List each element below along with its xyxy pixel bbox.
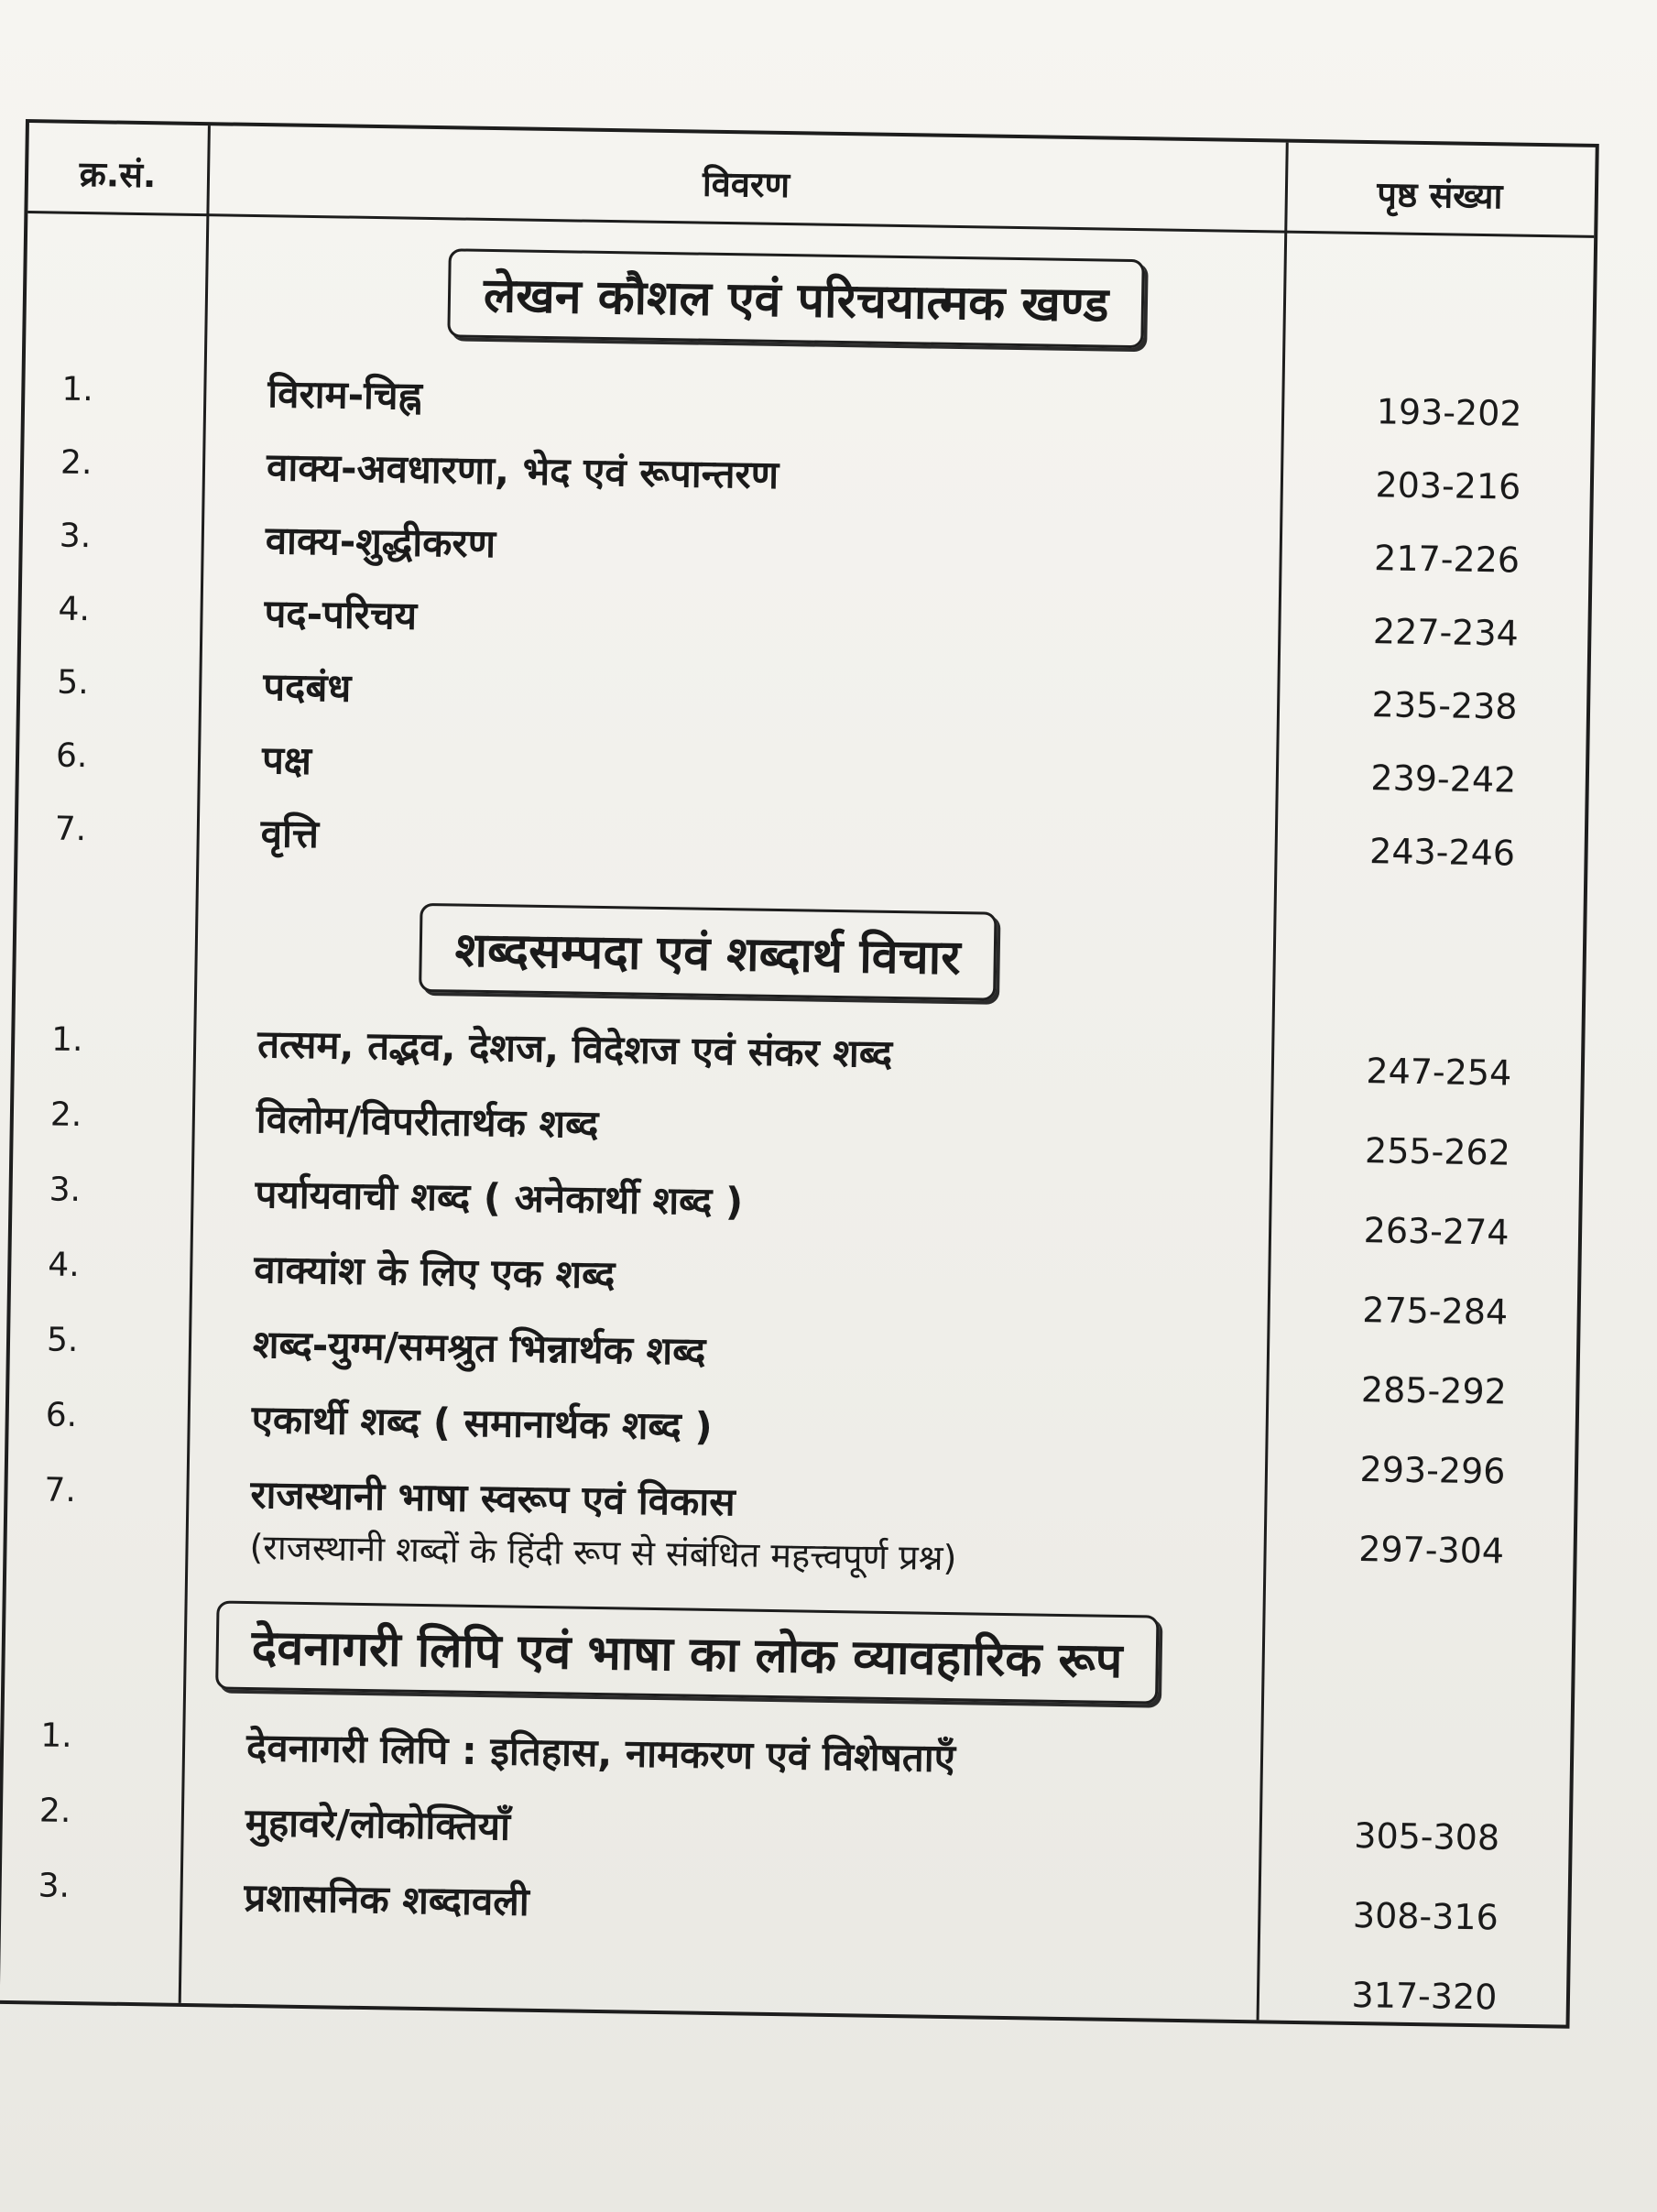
row-title: शब्द-युग्म/समश्रुत भिन्नार्थक शब्द	[252, 1322, 706, 1374]
row-number: 2.	[49, 1095, 82, 1135]
row-title: पदबंध	[262, 664, 352, 711]
row-page-range: 293-296	[1359, 1449, 1506, 1492]
row-number: 7.	[54, 810, 87, 849]
row-title: वाक्यांश के लिए एक शब्द	[253, 1247, 616, 1298]
row-number: 2.	[38, 1792, 71, 1831]
row-title: वृत्ति	[260, 811, 320, 857]
row-page-range: 285-292	[1360, 1369, 1508, 1412]
row-page-range: 235-238	[1371, 684, 1518, 727]
row-number: 1.	[50, 1020, 83, 1060]
row-page-range: 263-274	[1363, 1210, 1510, 1253]
row-title: देवनागरी लिपि : इतिहास, नामकरण एवं विशेषताएँ	[245, 1725, 956, 1782]
row-page-range: 227-234	[1372, 611, 1520, 654]
row-number: 3.	[49, 1171, 82, 1210]
section-title-writing-skills: लेखन कौशल एवं परिचयात्मक खण्ड	[447, 248, 1145, 348]
row-title: तत्सम, तद्भव, देशज, विदेशज एवं संकर शब्द	[256, 1021, 893, 1076]
row-number: 4.	[48, 1246, 81, 1285]
row-page-range: 305-308	[1354, 1815, 1500, 1858]
row-number: 3.	[59, 517, 92, 556]
row-title: पर्यायवाची शब्द ( अनेकार्थी शब्द )	[255, 1171, 744, 1225]
row-page-range: 193-202	[1376, 391, 1522, 434]
row-page-range: 217-226	[1373, 538, 1521, 581]
row-page-range: 297-304	[1357, 1529, 1505, 1572]
column-divider	[1257, 143, 1289, 2021]
row-number: 6.	[55, 736, 88, 776]
section-title-vocabulary: शब्दसम्पदा एवं शब्दार्थ विचार	[419, 903, 997, 1001]
row-number: 3.	[38, 1867, 71, 1905]
section-title-devanagari: देवनागरी लिपि एवं भाषा का लोक व्यावहारिक रूप	[215, 1600, 1159, 1704]
row-title: पक्ष	[261, 737, 312, 783]
header-serial-number: क्र.सं.	[79, 153, 157, 196]
row-title: वाक्य-अवधारणा, भेद एवं रूपान्तरण	[266, 444, 779, 497]
row-title: विराम-चिह्न	[267, 371, 423, 419]
row-page-range: 317-320	[1351, 1974, 1498, 2018]
row-number: 7.	[44, 1471, 77, 1510]
row-number: 6.	[45, 1396, 78, 1435]
row-page-range: 239-242	[1370, 757, 1517, 801]
row-subtitle: (राजस्थानी शब्दों के हिंदी रूप से संबंधित महत्त्वपूर्ण प्रश्न)	[249, 1527, 957, 1579]
row-title: राजस्थानी भाषा स्वरूप एवं विकास	[250, 1472, 736, 1525]
header-page-number: पृष्ठ संख्या	[1377, 174, 1503, 217]
row-page-range: 243-246	[1368, 831, 1516, 874]
row-title: मुहावरे/लोकोक्तियाँ	[245, 1799, 511, 1849]
row-title: पद-परिचय	[264, 591, 418, 638]
column-divider	[179, 125, 211, 2003]
row-number: 5.	[57, 663, 90, 703]
row-number: 2.	[60, 443, 93, 483]
row-page-range: 308-316	[1352, 1895, 1499, 1938]
row-title: विलोम/विपरीतार्थक शब्द	[256, 1096, 599, 1147]
toc-table	[0, 119, 1599, 2029]
header-description: विवरण	[702, 163, 790, 206]
row-title: वाक्य-शुद्धीकरण	[265, 518, 496, 567]
row-number: 1.	[61, 370, 94, 409]
row-number: 4.	[58, 590, 91, 629]
row-page-range: 255-262	[1364, 1130, 1511, 1173]
row-page-range: 247-254	[1366, 1051, 1512, 1094]
row-page-range: 203-216	[1375, 464, 1521, 507]
row-title: प्रशासनिक शब्दावली	[244, 1874, 530, 1924]
row-number: 5.	[46, 1321, 79, 1360]
row-number: 1.	[39, 1716, 72, 1756]
row-title: एकार्थी शब्द ( समानार्थक शब्द )	[251, 1397, 714, 1449]
row-page-range: 275-284	[1362, 1290, 1509, 1333]
